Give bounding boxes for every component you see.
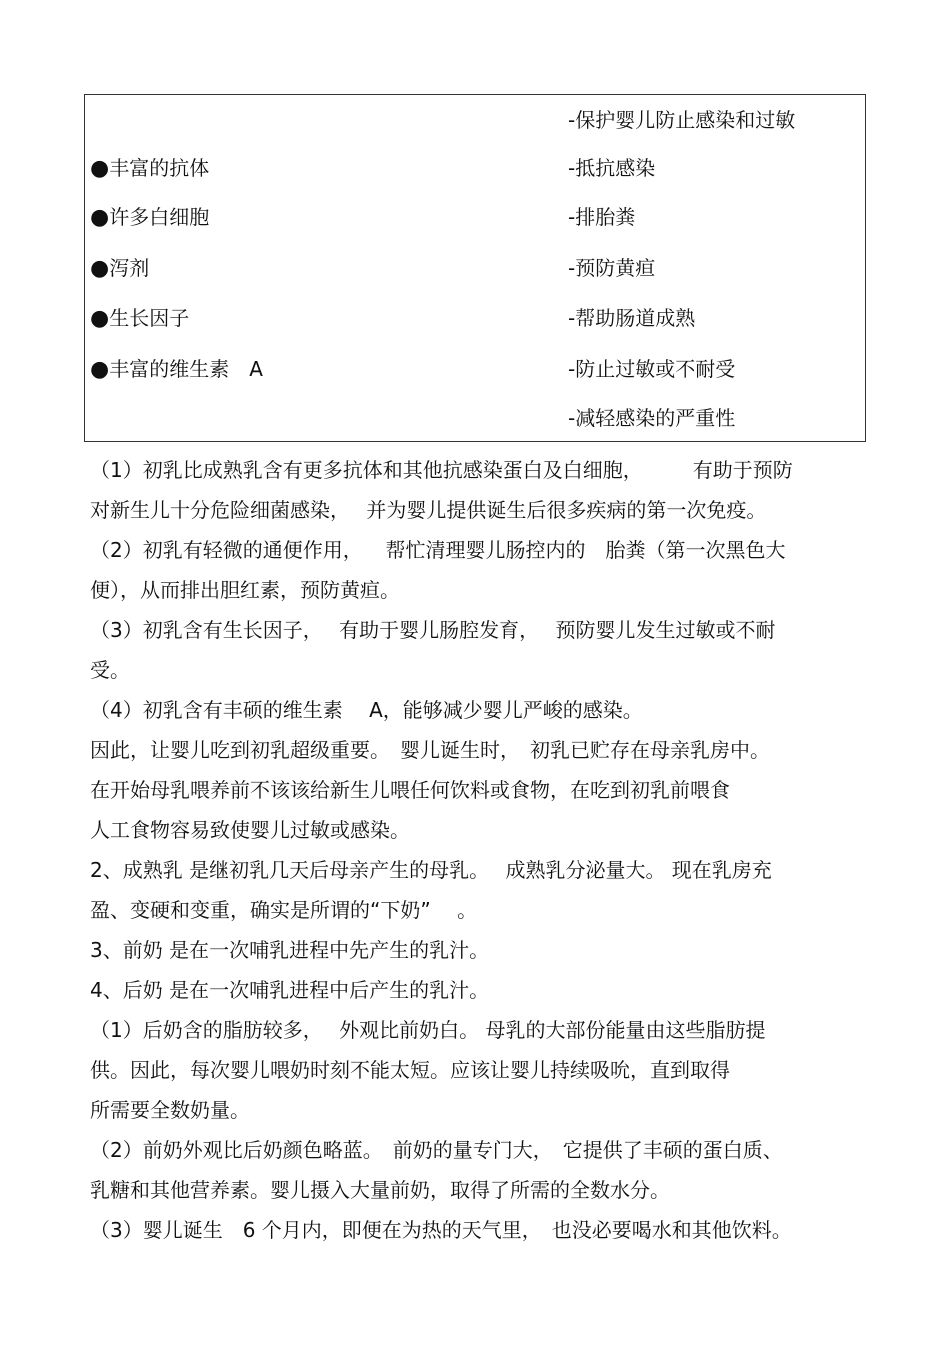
paragraph-line: 乳糖和其他营养素。婴儿摄入大量前奶，取得了所需的全数水分。: [90, 1178, 670, 1202]
paragraph-line: 2、成熟乳 是继初乳几天后母亲产生的母乳。 成熟乳分泌量大。 现在乳房充: [90, 858, 772, 882]
paragraph-line: 3、前奶 是在一次哺乳进程中先产生的乳汁。: [90, 938, 490, 962]
paragraph-line: （2）初乳有轻微的通便作用， 帮忙清理婴儿肠控内的 胎粪（第一次黑色大: [90, 538, 786, 562]
paragraph-line: （4）初乳含有丰硕的维生素 A，能够减少婴儿严峻的感染。: [90, 698, 643, 722]
table-right-cell: -排胎粪: [568, 205, 636, 229]
paragraph-line: 4、后奶 是在一次哺乳进程中后产生的乳汁。: [90, 978, 490, 1002]
table-left-cell: ●丰富的维生素 A: [90, 357, 263, 382]
table-left-cell: ●丰富的抗体: [90, 156, 210, 181]
table-right-cell: -保护婴儿防止感染和过敏: [568, 108, 796, 132]
table-row: [85, 403, 865, 433]
paragraph-line: （1）后奶含的脂肪较多， 外观比前奶白。 母乳的大部份能量由这些脂肪提: [90, 1018, 766, 1042]
table-left-cell: ●生长因子: [90, 306, 190, 331]
paragraph-line: 人工食物容易致使婴儿过敏或感染。: [90, 818, 410, 842]
paragraph-line: 盈、变硬和变重，确实是所谓的“下奶” 。: [90, 898, 478, 922]
table-row: [85, 105, 865, 135]
bullet-icon: ●: [90, 306, 110, 331]
paragraph-line: （3）初乳含有生长因子， 有助于婴儿肠腔发育， 预防婴儿发生过敏或不耐: [90, 618, 776, 642]
paragraph-line: （1）初乳比成熟乳含有更多抗体和其他抗感染蛋白及白细胞， 有助于预防: [90, 458, 793, 482]
paragraph-line: 在开始母乳喂养前不该该给新生儿喂任何饮料或食物，在吃到初乳前喂食: [90, 778, 730, 802]
paragraph-line: 便），从而排出胆红素，预防黄疸。: [90, 578, 400, 602]
table-left-cell: ●泻剂: [90, 256, 150, 281]
paragraph-line: （3）婴儿诞生 6 个月内，即便在为热的天气里， 也没必要喝水和其他饮料。: [90, 1218, 792, 1242]
table-right-cell: -帮助肠道成熟: [568, 306, 696, 330]
table-row: [85, 253, 865, 283]
table-right-cell: -抵抗感染: [568, 156, 656, 180]
table-row: [85, 153, 865, 183]
table-right-cell: -预防黄疸: [568, 256, 656, 280]
paragraph-line: 供。因此，每次婴儿喂奶时刻不能太短。应该让婴儿持续吸吮，直到取得: [90, 1058, 730, 1082]
table-right-cell: -防止过敏或不耐受: [568, 357, 736, 381]
paragraph-line: 因此，让婴儿吃到初乳超级重要。 婴儿诞生时， 初乳已贮存在母亲乳房中。: [90, 738, 770, 762]
table-row: [85, 354, 865, 384]
bullet-icon: ●: [90, 156, 110, 181]
paragraph-line: 受。: [90, 658, 130, 682]
paragraph-line: 对新生儿十分危险细菌感染， 并为婴儿提供诞生后很多疾病的第一次免疫。: [90, 498, 767, 522]
document-body: [90, 450, 870, 1250]
table-left-cell: ●许多白细胞: [90, 205, 210, 230]
table-row: [85, 303, 865, 333]
paragraph-line: 所需要全数奶量。: [90, 1098, 250, 1122]
table-row: [85, 202, 865, 232]
bullet-icon: ●: [90, 205, 110, 230]
paragraph-line: （2）前奶外观比后奶颜色略蓝。 前奶的量专门大， 它提供了丰硕的蛋白质、: [90, 1138, 783, 1162]
bullet-icon: ●: [90, 357, 110, 382]
table-right-cell: -减轻感染的严重性: [568, 406, 736, 430]
colostrum-benefits-table: [84, 94, 866, 442]
bullet-icon: ●: [90, 256, 110, 281]
